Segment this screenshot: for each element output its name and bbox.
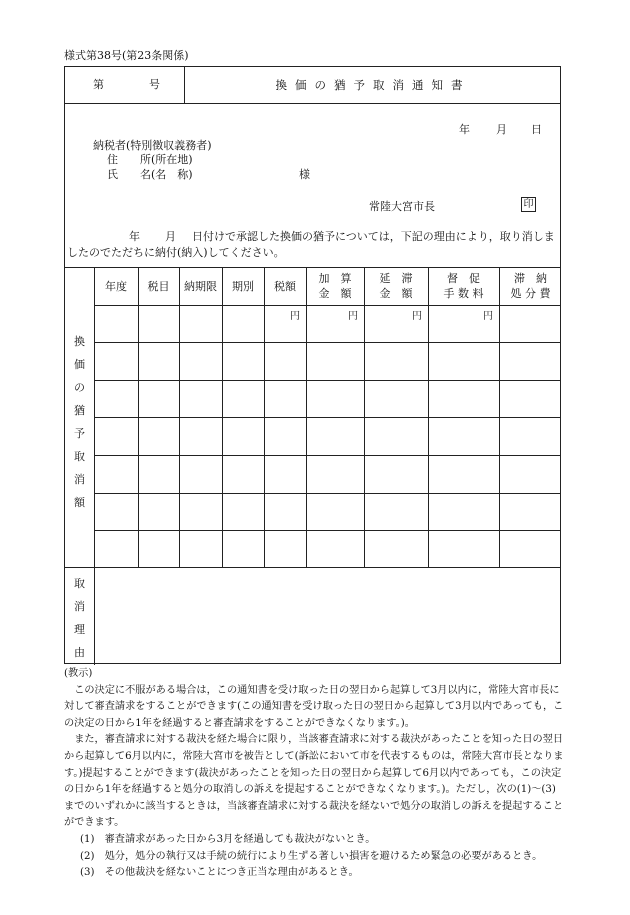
row-rule-6 bbox=[94, 530, 560, 531]
name-label: 氏 名(名 称) bbox=[107, 168, 193, 181]
col-divider-2 bbox=[179, 267, 180, 567]
row-rule-4 bbox=[94, 455, 560, 456]
reason-label-char: 理 bbox=[74, 623, 85, 636]
row-rule-1 bbox=[94, 342, 560, 343]
seal-mark: 印 bbox=[521, 197, 536, 212]
side-label-char: 取 bbox=[74, 450, 85, 463]
notice-form bbox=[64, 66, 561, 664]
notes-paragraph-2: また，審査請求に対する裁決を経た場合に限り，当該審査請求に対する裁決があったことを知った日の翌日から起算して6月以内に，常陸大宮市を被告として(訴訟において市を代表するものは，常陸大宮市長となります。)提起することができます(裁決があったことを知った日の翌日から起算して6月以内であっても，この決定の日から1年を経過すると処分の取消しの訴えを提起することができなくなります。)。ただし，次の(1)～(3)までのいずれかに該当するときは，当該審査請求に対する裁決を経ないで処分の取消しの訴えを提起することができます。 bbox=[64, 734, 564, 829]
date-day: 日 bbox=[531, 123, 542, 136]
col-divider-8 bbox=[499, 267, 500, 567]
side-label-char: 消 bbox=[74, 473, 85, 486]
intro-text-1: 日付けで承認した換価の猶予については，下記の理由により，取り消しま bbox=[192, 230, 555, 243]
side-label-divider bbox=[94, 267, 95, 665]
form-id: 様式第38号(第23条関係) bbox=[64, 49, 189, 62]
col-header-disposition-cost: 滞 納 処 分 費 bbox=[510, 272, 551, 300]
col-divider-5 bbox=[306, 267, 307, 567]
col-divider-7 bbox=[428, 267, 429, 567]
title-rule bbox=[65, 103, 560, 104]
table-bottom-rule bbox=[65, 567, 560, 568]
issuer-name: 常陸大宮市長 bbox=[369, 200, 435, 213]
col-header-tax-item: 税目 bbox=[147, 279, 170, 293]
col-header-fiscal-year: 年度 bbox=[105, 279, 127, 293]
unit-yen-demand: 円 bbox=[483, 311, 493, 322]
instruction-notes bbox=[64, 666, 564, 882]
row-rule-3 bbox=[94, 417, 560, 418]
unit-yen-tax: 円 bbox=[290, 311, 300, 322]
reason-label-char: 由 bbox=[74, 646, 85, 659]
reason-label-char: 取 bbox=[74, 577, 85, 590]
col-divider-1 bbox=[138, 267, 139, 567]
side-label-char: の bbox=[74, 381, 85, 394]
taxpayer-label: 納税者(特別徴収義務者) bbox=[93, 139, 212, 152]
col-header-additional-amount: 加 算 金 額 bbox=[318, 272, 352, 300]
col-divider-4 bbox=[264, 267, 265, 567]
side-label-char: 額 bbox=[74, 496, 85, 509]
notes-item-1: (1) 審査請求があった日から3月を経過しても裁決がないとき。 bbox=[80, 833, 376, 845]
intro-year: 年 bbox=[129, 230, 140, 243]
unit-yen-delinquency: 円 bbox=[412, 311, 422, 322]
notes-item-2: (2) 処分，処分の執行又は手続の続行により生ずる著しい損害を避けるため緊急の必要があるとき。 bbox=[80, 850, 543, 862]
document-title: 換価の猶予取消通知書 bbox=[275, 78, 471, 92]
col-divider-3 bbox=[222, 267, 223, 567]
date-year: 年 bbox=[459, 123, 470, 136]
col-header-demand-fee: 督 促 手 数 料 bbox=[443, 272, 484, 300]
notes-heading: (教示) bbox=[64, 668, 93, 679]
side-label-char: 予 bbox=[74, 427, 85, 440]
intro-month: 月 bbox=[165, 230, 176, 243]
header-rule bbox=[94, 305, 560, 306]
row-rule-2 bbox=[94, 380, 560, 381]
number-prefix: 第 bbox=[93, 78, 104, 91]
notes-item-3: (3) その他裁決を経ないことにつき正当な理由があるとき。 bbox=[80, 867, 359, 879]
notes-paragraph-1: この決定に不服がある場合は，この通知書を受け取った日の翌日から起算して3月以内に，常陸大宮市長に対して審査請求をすることができます(この通知書を受け取った日の翌日から起算して3月以内であっても，この決定の日から1年を経過すると審査請求をすることができなくなります。)。 bbox=[64, 684, 564, 729]
col-header-delinquency-amount: 延 滞 金 額 bbox=[379, 272, 413, 300]
address-label: 住 所(所在地) bbox=[107, 153, 193, 166]
reason-label-char: 消 bbox=[74, 600, 85, 613]
date-month: 月 bbox=[496, 123, 507, 136]
side-label-char: 猶 bbox=[74, 404, 85, 417]
col-header-due-date: 納期限 bbox=[184, 279, 217, 293]
intro-text-2: したのでただちに納付(納入)してください。 bbox=[67, 246, 285, 259]
unit-yen-additional: 円 bbox=[348, 311, 358, 322]
col-header-period: 期別 bbox=[232, 279, 254, 293]
col-header-tax-amount: 税額 bbox=[274, 279, 296, 293]
number-suffix: 号 bbox=[149, 78, 160, 91]
side-label-char: 価 bbox=[74, 358, 85, 371]
honorific: 様 bbox=[299, 168, 310, 181]
row-rule-5 bbox=[94, 493, 560, 494]
col-divider-6 bbox=[364, 267, 365, 567]
side-label-char: 換 bbox=[74, 335, 85, 348]
